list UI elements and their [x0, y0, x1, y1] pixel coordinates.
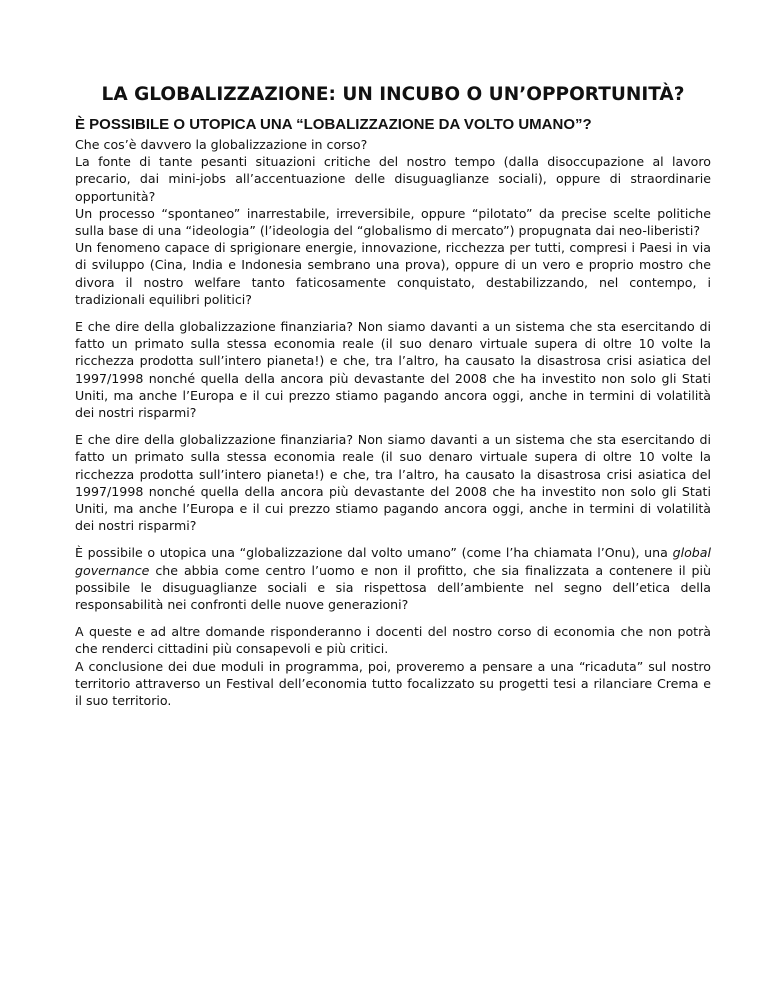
governance-italic-term: global governance	[75, 545, 711, 578]
intro-paragraph	[75, 136, 711, 308]
governance-text-after: che abbia come centro l’uomo e non il profitto, che sia finalizzata a contenere il più possibile le disuguaglianze sociali e sia rispettosa dell’ambiente nel segno dell’etica della responsabilità nei confronti delle nuove generazioni?	[75, 562, 711, 613]
closing-line: A conclusione dei due moduli in programma, poi, proveremo a pensare a una “ricaduta” sul nostro territorio attraverso un Festival dell’economia tutto focalizzato su progetti tesi a rilanciare Crema e il suo territorio.	[75, 658, 711, 709]
governance-paragraph	[75, 544, 711, 613]
governance-text-before: È possibile o utopica una “globalizzazione dal volto umano” (come l’ha chiamata l’Onu), una	[75, 545, 673, 561]
intro-line: Un processo “spontaneo” inarrestabile, irreversibile, oppure “pilotato” da precise scelte politiche sulla base di una “ideologia” (l’ideologia del “globalismo di mercato”) propugnata dai neo-liberisti?	[75, 205, 711, 239]
document-subtitle: È POSSIBILE O UTOPICA UNA “LOBALIZZAZIONE DA VOLTO UMANO”?	[75, 116, 592, 133]
document-title: LA GLOBALIZZAZIONE: UN INCUBO O UN’OPPORTUNITÀ?	[101, 84, 685, 105]
intro-line: La fonte di tante pesanti situazioni critiche del nostro tempo (dalla disoccupazione al lavoro precario, dai mini-jobs all’accentuazione delle disuguaglianze sociali), oppure di straordinarie opportunità?	[75, 154, 711, 204]
document-page	[75, 84, 711, 719]
finance-paragraph-repeat: E che dire della globalizzazione finanziaria? Non siamo davanti a un sistema che sta esercitando di fatto un primato sulla stessa economia reale (il suo denaro virtuale supera di oltre 10 volte la ricchezza prodotta sull’intero pianeta!) e che, tra l’altro, ha causato la disastrosa crisi asiatica del 1997/1998 nonché quella della ancora più devastante del 2008 che ha investito non solo gli Stati Uniti, ma anche l’Europa e il cui prezzo stiamo pagando ancora oggi, anche in termini di volatilità dei nostri risparmi?	[75, 432, 711, 534]
finance-paragraph: E che dire della globalizzazione finanziaria? Non siamo davanti a un sistema che sta esercitando di fatto un primato sulla stessa economia reale (il suo denaro virtuale supera di oltre 10 volte la ricchezza prodotta sull’intero pianeta!) e che, tra l’altro, ha causato la disastrosa crisi asiatica del 1997/1998 nonché quella della ancora più devastante del 2008 che ha investito non solo gli Stati Uniti, ma anche l’Europa e il cui prezzo stiamo pagando ancora oggi, anche in termini di volatilità dei nostri risparmi?	[75, 319, 711, 421]
intro-line: Che cos’è davvero la globalizzazione in corso?	[75, 137, 368, 152]
closing-paragraph	[75, 623, 711, 709]
intro-line: Un fenomeno capace di sprigionare energie, innovazione, ricchezza per tutti, compresi i Paesi in via di sviluppo (Cina, India e Indonesia sembrano una prova), oppure di un vero e proprio mostro che divora il nostro welfare tanto faticosamente conquistato, destabilizzando, nel contempo, i tradizionali equilibri politici?	[75, 240, 711, 307]
closing-line: A queste e ad altre domande risponderanno i docenti del nostro corso di economia che non potrà che renderci cittadini più consapevoli e più critici.	[75, 624, 711, 657]
